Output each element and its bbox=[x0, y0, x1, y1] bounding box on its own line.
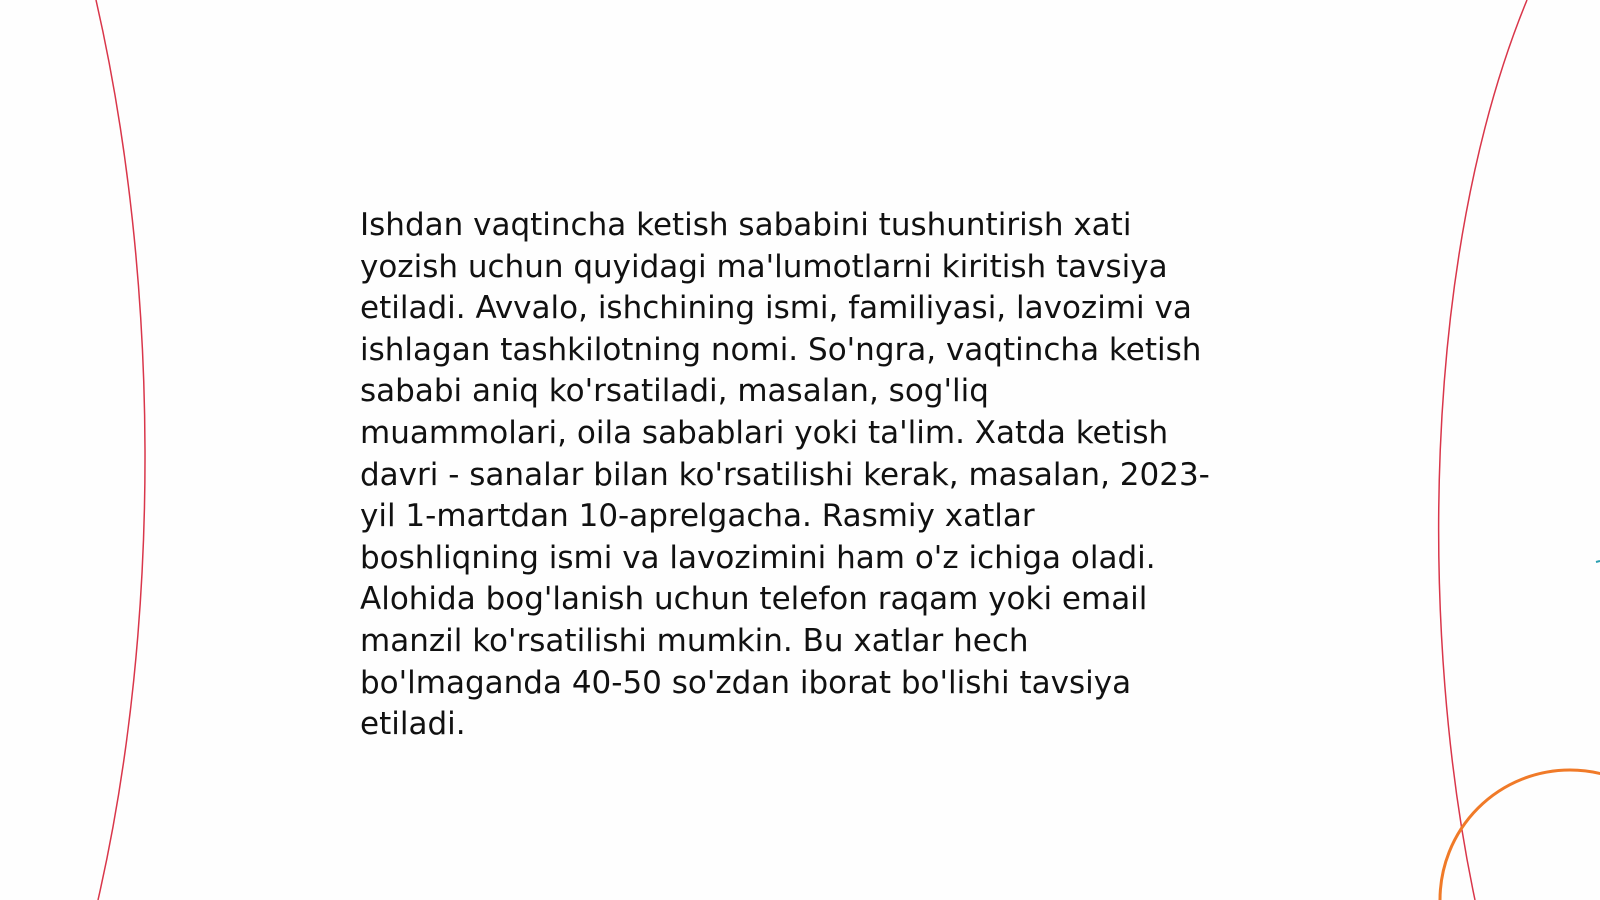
paragraph-line: etiladi. Avvalo, ishchining ismi, familiyasi, lavozimi va bbox=[360, 290, 1192, 327]
paragraph-line: ishlagan tashkilotning nomi. So'ngra, vaqtincha ketish bbox=[360, 331, 1202, 368]
paragraph-line: yil 1-martdan 10-aprelgacha. Rasmiy xatlar bbox=[360, 498, 1035, 535]
body-paragraph bbox=[360, 205, 1250, 746]
right-curve bbox=[1439, 0, 1527, 900]
paragraph-line: yozish uchun quyidagi ma'lumotlarni kiritish tavsiya bbox=[360, 248, 1168, 285]
paragraph-line: Ishdan vaqtincha ketish sababini tushuntirish xati bbox=[360, 207, 1132, 243]
paragraph-line: boshliqning ismi va lavozimini ham o'z ichiga oladi. bbox=[360, 539, 1156, 576]
paragraph-line: sababi aniq ko'rsatiladi, masalan, sog'liq bbox=[360, 373, 989, 410]
paragraph-line: muammolari, oila sabablari yoki ta'lim. Xatda ketish bbox=[360, 414, 1169, 451]
paragraph-line: davri - sanalar bilan ko'rsatilishi kerak, masalan, 2023- bbox=[360, 456, 1210, 493]
paragraph-line: Alohida bog'lanish uchun telefon raqam yoki email bbox=[360, 581, 1148, 618]
teal-accent bbox=[1596, 561, 1600, 562]
left-curve bbox=[96, 0, 145, 900]
paragraph-line: manzil ko'rsatilishi mumkin. Bu xatlar hech bbox=[360, 622, 1029, 659]
paragraph-line: bo'lmaganda 40-50 so'zdan iborat bo'lishi tavsiya bbox=[360, 664, 1132, 701]
paragraph-line: etiladi. bbox=[360, 706, 466, 743]
orange-circle bbox=[1440, 770, 1600, 900]
